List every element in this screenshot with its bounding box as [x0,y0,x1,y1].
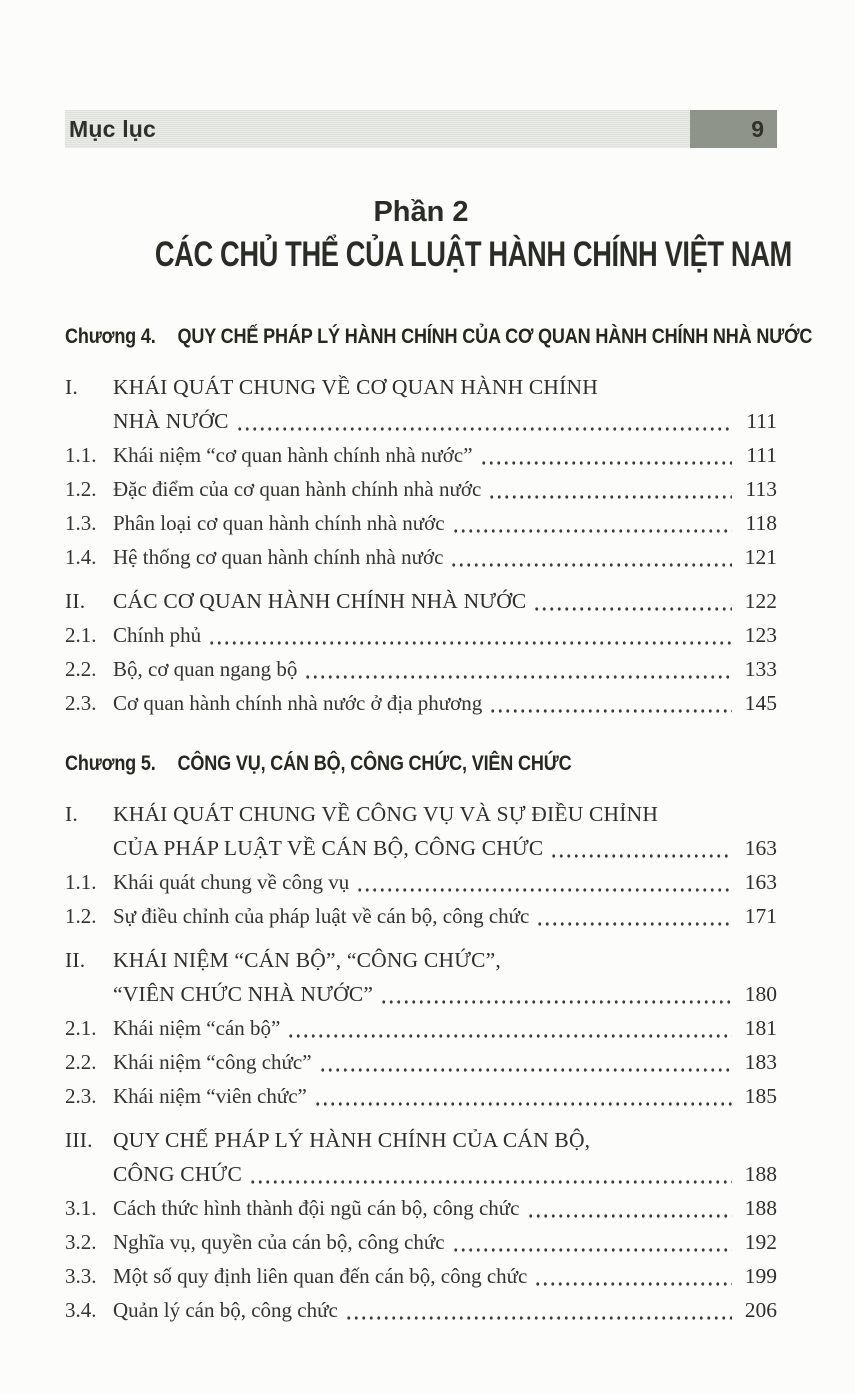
toc-entry [65,1079,777,1113]
toc-entry-number: 2.1. [65,1016,97,1040]
dotted-leader [304,652,732,686]
toc-entry-text: Hệ thống cơ quan hành chính nhà nước [113,545,444,569]
toc-entry-number: 1.1. [65,870,97,894]
dotted-leader [287,1011,732,1045]
dotted-leader [480,438,732,472]
toc-entry-body [113,1123,777,1191]
toc-entry [65,686,777,720]
toc-entry-text: CÁC CƠ QUAN HÀNH CHÍNH NHÀ NƯỚC [113,589,527,613]
toc-entry-lastline [113,1225,777,1259]
toc-entry-number: 3.4. [65,1298,97,1322]
toc-page-number: 180 [744,982,777,1006]
toc-page-number: 163 [744,836,777,860]
page-number: 9 [751,115,764,142]
toc-entry-text: Khái niệm “viên chức” [113,1084,307,1108]
toc-entry [65,584,777,618]
toc-entry-lastline [113,1045,777,1079]
toc-entry [65,1293,777,1327]
toc-entry-body [113,370,777,438]
toc-entry-text: KHÁI QUÁT CHUNG VỀ CÔNG VỤ VÀ SỰ ĐIỀU CHỈNH [113,802,659,826]
toc-entry-lastline [113,540,777,574]
toc-entry [65,370,777,438]
toc-entry-body [113,1259,777,1293]
toc-entry [65,1259,777,1293]
chapter-heading [65,748,777,781]
toc-entry-text: QUY CHẾ PHÁP LÝ HÀNH CHÍNH CỦA CÁN BỘ, [113,1128,591,1152]
toc-page-number: 113 [745,477,777,501]
toc-page-number: 188 [744,1162,777,1186]
toc-page-number: 185 [744,1084,777,1108]
toc-entry-text: Khái niệm “cơ quan hành chính nhà nước” [113,443,473,467]
toc-entry-lastline [113,652,777,686]
toc-entry-lastline [113,472,777,506]
toc-entry-text: Sự điều chỉnh của pháp luật về cán bộ, công chức [113,904,530,928]
toc-entry-body [113,899,777,933]
toc-entry [65,1123,777,1191]
toc-entry [65,943,777,1011]
toc-entry-body [113,506,777,540]
part-heading [65,194,792,283]
toc-entry-text: Chính phủ [113,623,202,647]
dotted-leader [452,506,732,540]
toc-entry-number: 1.1. [65,443,97,467]
toc-page-number: 192 [744,1230,777,1254]
toc-entry-text: Cơ quan hành chính nhà nước ở địa phương [113,691,483,715]
toc-page-number: 123 [744,623,777,647]
toc-entry [65,438,777,472]
toc-entry-body [113,652,777,686]
page-number-box [690,110,777,148]
toc-entry-text: CÔNG CHỨC [113,1162,242,1186]
toc-entry-lastline [113,686,777,720]
dotted-leader [488,472,732,506]
toc-entry-number: 2.1. [65,623,97,647]
toc-entry-lastline [113,438,777,472]
toc-entry [65,797,777,865]
dotted-leader [356,865,732,899]
dotted-leader [345,1293,732,1327]
toc-entry-text: Bộ, cơ quan ngang bộ [113,657,298,681]
toc-entry-lastline [113,1157,777,1191]
dotted-leader [533,584,732,618]
toc-page-number: 183 [744,1050,777,1074]
toc-entry-lastline [113,404,777,438]
dotted-leader [534,1259,732,1293]
toc-page-number: 111 [746,443,777,467]
toc-entry-text: Khái niệm “công chức” [113,1050,312,1074]
dotted-leader [236,404,732,438]
toc-entry-lastline [113,977,777,1011]
toc-entry [65,506,777,540]
toc-entry-body [113,943,777,1011]
toc-entry-lastline [113,618,777,652]
toc-entry-body [113,865,777,899]
toc-entry-body [113,540,777,574]
toc-entry-number: II. [65,589,86,613]
toc-entry-body [113,1079,777,1113]
toc-entry-number: 2.2. [65,1050,97,1074]
toc-entry-text: Quản lý cán bộ, công chức [113,1298,338,1322]
toc-entry-body [113,438,777,472]
toc-entry-body [113,1045,777,1079]
part-title [65,234,792,283]
toc-entry-body [113,797,777,865]
toc-entry-number: 3.1. [65,1196,97,1220]
toc-entry-number: 2.2. [65,657,97,681]
toc-page-number: 171 [744,904,777,928]
toc-entry [65,865,777,899]
chapter-label: Chương 4. [65,324,156,348]
toc-entry-text: “VIÊN CHỨC NHÀ NƯỚC” [113,982,374,1006]
toc-entry [65,1011,777,1045]
dotted-leader [452,1225,732,1259]
toc-entry-text: NHÀ NƯỚC [113,409,229,433]
toc-entry-text: Phân loại cơ quan hành chính nhà nước [113,511,445,535]
part-title-text: CÁC CHỦ THỂ CỦA LUẬT HÀNH CHÍNH VIỆT NAM [154,235,792,274]
toc-entry-text: Khái niệm “cán bộ” [113,1016,281,1040]
part-label: Phần 2 [373,196,469,228]
toc-entry [65,1191,777,1225]
chapter-heading-text [65,748,571,778]
toc-page-number: 122 [744,589,777,613]
toc-entry-lastline [113,1079,777,1113]
toc-entry-number: I. [65,802,78,826]
running-header-title: Mục lục [69,115,157,142]
toc-entry [65,618,777,652]
toc-entry-lastline [113,1011,777,1045]
toc-entry-number: 2.3. [65,1084,97,1108]
toc-entry-number: 2.3. [65,691,97,715]
toc-entry-text: KHÁI NIỆM “CÁN BỘ”, “CÔNG CHỨC”, [113,948,501,972]
toc-page-number: 199 [744,1264,777,1288]
toc-entry [65,652,777,686]
chapter-title: QUY CHẾ PHÁP LÝ HÀNH CHÍNH CỦA CƠ QUAN HÀNH CHÍNH NHÀ NƯỚC [177,324,813,348]
toc-entry-body [113,472,777,506]
toc-page-number: 121 [744,545,777,569]
toc-entry-body [113,584,777,618]
toc-entry-text: Nghĩa vụ, quyền của cán bộ, công chức [113,1230,445,1254]
chapter-label: Chương 5. [65,751,156,775]
toc-entry-number: I. [65,375,78,399]
toc-page-number: 181 [744,1016,777,1040]
dotted-leader [319,1045,732,1079]
toc-entry-body [113,1011,777,1045]
chapter-heading [65,321,813,354]
toc-page-number: 111 [746,409,777,433]
toc-entry-lastline [113,1293,777,1327]
toc-entry [65,1045,777,1079]
toc-entry-number: III. [65,1128,93,1152]
chapter-heading-text [65,321,812,351]
toc-page-number: 188 [744,1196,777,1220]
toc-entry-lastline [113,584,777,618]
table-of-contents [65,321,813,1327]
toc-entry-text: Khái quát chung về công vụ [113,870,350,894]
toc-page-number: 206 [744,1298,777,1322]
toc-entry-number: II. [65,948,86,972]
toc-entry-lastline [113,865,777,899]
toc-entry-lastline [113,831,777,865]
dotted-leader [380,977,732,1011]
toc-entry [65,1225,777,1259]
toc-entry-text: Cách thức hình thành đội ngũ cán bộ, công chức [113,1196,520,1220]
toc-entry-text: Đặc điểm của cơ quan hành chính nhà nước [113,477,482,501]
toc-entry [65,472,777,506]
running-header-bar [65,110,777,148]
toc-entry-number: 1.2. [65,904,97,928]
dotted-leader [208,618,732,652]
toc-entry [65,540,777,574]
toc-page-number: 133 [744,657,777,681]
dotted-leader [550,831,732,865]
toc-entry-text: Một số quy định liên quan đến cán bộ, công chức [113,1264,528,1288]
toc-entry-body [113,1293,777,1327]
toc-entry-body [113,618,777,652]
toc-entry-body [113,1191,777,1225]
toc-entry-text: CỦA PHÁP LUẬT VỀ CÁN BỘ, CÔNG CHỨC [113,836,544,860]
toc-page-number: 145 [744,691,777,715]
dotted-leader [249,1157,732,1191]
toc-entry-number: 3.2. [65,1230,97,1254]
toc-entry-number: 1.4. [65,545,97,569]
toc-page-number: 163 [744,870,777,894]
toc-entry-number: 1.3. [65,511,97,535]
dotted-leader [489,686,732,720]
toc-entry-number: 1.2. [65,477,97,501]
toc-entry-body [113,1225,777,1259]
toc-entry-lastline [113,899,777,933]
dotted-leader [536,899,732,933]
toc-page-number: 118 [745,511,777,535]
chapter-title: CÔNG VỤ, CÁN BỘ, CÔNG CHỨC, VIÊN CHỨC [177,751,572,775]
toc-entry-lastline [113,1259,777,1293]
toc-entry-number: 3.3. [65,1264,97,1288]
toc-entry-lastline [113,1191,777,1225]
dotted-leader [527,1191,733,1225]
dotted-leader [314,1079,732,1113]
toc-entry-body [113,686,777,720]
toc-entry-lastline [113,506,777,540]
toc-entry [65,899,777,933]
toc-entry-text: KHÁI QUÁT CHUNG VỀ CƠ QUAN HÀNH CHÍNH [113,375,598,399]
dotted-leader [450,540,732,574]
